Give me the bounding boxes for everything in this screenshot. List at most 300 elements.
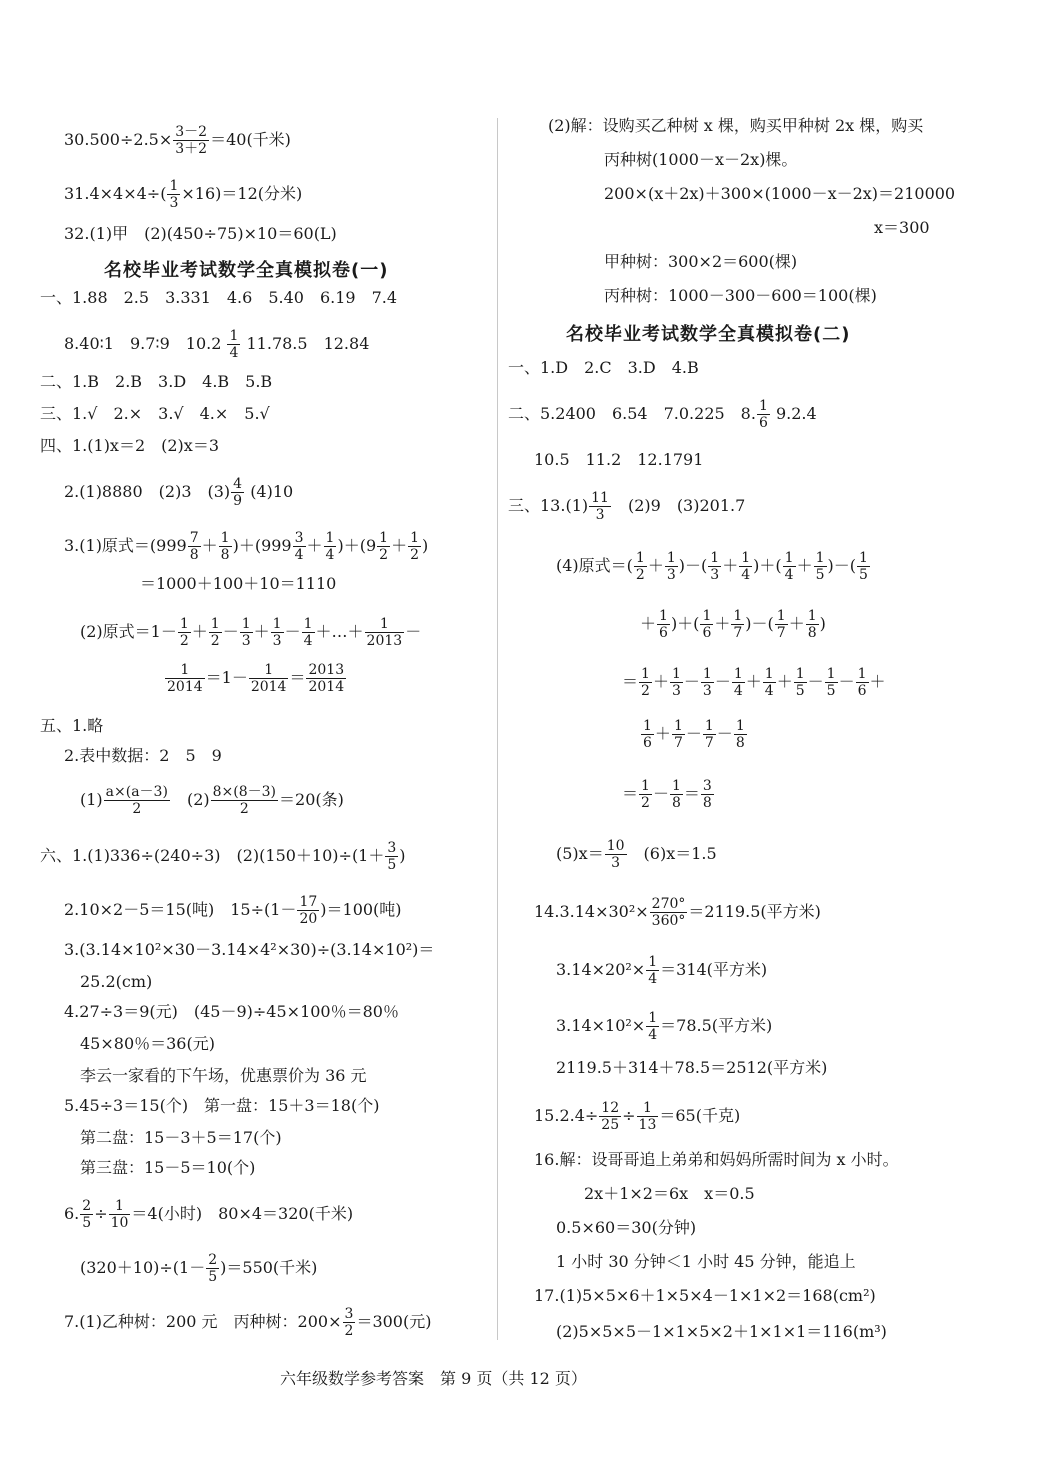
expression-text: ＋: [722, 556, 739, 575]
fraction-denominator: 5: [82, 1215, 92, 1231]
expression-text: )－(: [678, 556, 708, 575]
expression-text: (4)原式＝(: [556, 556, 633, 575]
fraction: [104, 784, 170, 817]
fraction-denominator: 8: [735, 735, 745, 751]
expression-text: 2.10×2－5＝15(吨) 15÷(1－: [64, 900, 297, 919]
expression-text: ＋: [796, 556, 813, 575]
fraction-numerator: 1: [165, 662, 205, 679]
fraction-denominator: 3: [595, 507, 605, 523]
fraction: [605, 838, 627, 871]
fraction-numerator: 10: [606, 838, 625, 854]
expression-text: ＝20(条): [279, 790, 344, 809]
fraction: [188, 530, 201, 563]
fraction-denominator: 2014: [167, 679, 203, 695]
answer-row: 一、1.D 2.C 3.D 4.B: [508, 358, 699, 377]
fraction-numerator: 1: [815, 550, 825, 566]
expression-text: ＝65(千克): [659, 1106, 741, 1125]
expression-text: ÷: [622, 1106, 636, 1125]
fraction-denominator: 5: [387, 857, 397, 873]
fraction-denominator: 4: [733, 683, 743, 699]
expression-text: 三、13.(1): [508, 496, 589, 515]
fraction-numerator: 1: [733, 608, 743, 624]
fraction: [219, 530, 232, 563]
fraction: [297, 894, 319, 927]
fraction: [249, 662, 289, 695]
fraction-numerator: 1: [659, 608, 668, 624]
fraction: [302, 616, 315, 649]
answer-row: 200×(x＋2x)＋300×(1000－x－2x)＝210000: [604, 184, 956, 203]
fraction: [271, 616, 284, 649]
fraction-denominator: 2: [210, 633, 220, 649]
answer-row: 5.45÷3＝15(个) 第一盘：15＋3＝18(个): [64, 1096, 380, 1115]
answer-row: 17.(1)5×5×6＋1×5×4－1×1×2＝168(cm²): [534, 1286, 876, 1305]
fraction: [650, 896, 688, 929]
fraction-numerator: 7: [189, 530, 199, 546]
fraction-numerator: 1: [702, 608, 712, 624]
fraction-denominator: 6: [758, 415, 768, 431]
expression-text: 2.(1)8880 (2)3 (3): [64, 482, 231, 501]
fraction: [775, 608, 788, 641]
answer-row: [556, 1010, 772, 1043]
fraction: [637, 1100, 659, 1133]
fraction: [646, 954, 659, 987]
expression-text: ＋: [714, 614, 731, 633]
answer-row: [556, 550, 871, 583]
fraction-denominator: 4: [294, 547, 304, 563]
fraction-denominator: 3: [272, 633, 282, 649]
fraction-denominator: 4: [741, 567, 751, 583]
fraction-denominator: 2014: [308, 679, 345, 695]
answer-row: 五、1.略: [40, 716, 104, 735]
expression-text: (2)9 (3)201.7: [627, 496, 746, 515]
fraction-numerator: 3－2: [175, 124, 208, 140]
fraction-numerator: 1: [179, 616, 189, 632]
answer-32: 32.(1)甲 (2)(450÷75)×10＝60(L): [64, 224, 337, 243]
expression-text: 8.40∶1 9.7∶9 10.2: [64, 334, 222, 353]
expression-text: －: [405, 622, 422, 641]
expression-text: ): [819, 614, 826, 633]
answer-row: [64, 1198, 353, 1231]
fraction-denominator: 5: [826, 683, 836, 699]
fraction-numerator: 2: [208, 1252, 218, 1268]
expression-text: 7.(1)乙种树：200 元 丙种树：200×: [64, 1312, 342, 1331]
fraction: [165, 662, 205, 695]
fraction-denominator: 4: [648, 971, 658, 987]
fraction-numerator: 1: [303, 616, 313, 632]
expression-text: 六、1.(1)336÷(240÷3) (2)(150＋10)÷(1＋: [40, 846, 385, 865]
answer-row: x＝300: [874, 218, 930, 237]
fraction-numerator: 1: [210, 616, 220, 632]
fraction-numerator: 4: [233, 476, 243, 492]
fraction: [206, 1252, 219, 1285]
fraction-denominator: 5: [815, 567, 825, 583]
fraction: [665, 550, 678, 583]
answer-row: (2)解：设购买乙种树 x 棵，购买甲种树 2x 棵，购买: [548, 116, 924, 135]
expression-text: 二、5.2400 6.54 7.0.225 8.: [508, 404, 756, 423]
fraction-numerator: 1: [379, 530, 389, 546]
answer-row: [64, 894, 402, 927]
fraction-denominator: 25: [601, 1117, 620, 1133]
fraction: [670, 666, 683, 699]
fraction-denominator: 5: [795, 683, 805, 699]
fraction-numerator: 11: [591, 490, 609, 506]
answer-row: [80, 784, 344, 817]
expression-text: 30.500÷2.5×: [64, 130, 173, 149]
fraction-numerator: 1: [325, 530, 335, 546]
fraction-denominator: 8: [807, 625, 817, 641]
fraction-numerator: 1: [637, 1100, 659, 1117]
fraction-numerator: 1: [784, 550, 794, 566]
expression-text: －: [685, 724, 702, 743]
answer-row: 16.解：设哥哥追上弟弟和妈妈所需时间为 x 小时。: [534, 1150, 899, 1169]
fraction-numerator: 1: [795, 666, 805, 682]
fraction: [227, 328, 240, 361]
expression-text: －: [222, 622, 239, 641]
fraction-denominator: 4: [325, 547, 335, 563]
fraction: [857, 550, 870, 583]
expression-text: ＋: [201, 536, 218, 555]
fraction-numerator: 1: [241, 616, 251, 632]
expression-text: ＝: [289, 668, 306, 687]
fraction-denominator: 3: [702, 683, 712, 699]
expression-text: ＝40(千米): [210, 130, 291, 149]
answer-row: 2.表中数据：2 5 9: [64, 746, 222, 765]
expression-text: ): [422, 536, 429, 555]
fraction-denominator: 2: [410, 547, 419, 563]
fraction: [641, 718, 654, 751]
answer-row: [508, 490, 745, 523]
answer-31: [64, 178, 302, 211]
expression-text: 6.: [64, 1204, 80, 1223]
expression-text: 15.2.4÷: [534, 1106, 599, 1125]
expression-text: ×16)＝12(分米): [181, 184, 303, 203]
answer-row: 李云一家看的下午场，优惠票价为 36 元: [80, 1066, 367, 1085]
answer-row: 二、1.B 2.B 3.D 4.B 5.B: [40, 372, 273, 391]
expression-text: ＝4(小时) 80×4＝320(千米): [131, 1204, 354, 1223]
fraction: [293, 530, 306, 563]
expression-text: (4)10: [250, 482, 294, 501]
fraction-denominator: 6: [659, 625, 668, 641]
fraction: [173, 124, 209, 157]
fraction-denominator: 3: [671, 683, 681, 699]
fraction: [80, 1198, 93, 1231]
fraction-denominator: 3＋2: [175, 141, 208, 157]
column-divider: [497, 118, 498, 1340]
fraction-numerator: 1: [735, 718, 745, 734]
answer-row: 45×80％＝36(元): [80, 1034, 215, 1053]
fraction: [231, 476, 244, 509]
fraction-denominator: 2013: [366, 633, 403, 649]
expression-text: ＝1－: [205, 668, 248, 687]
fraction-numerator: 1: [220, 530, 230, 546]
answer-row: [64, 1306, 431, 1339]
expression-text: －: [683, 672, 700, 691]
fraction-denominator: 13: [638, 1117, 657, 1133]
expression-text: －: [838, 672, 855, 691]
expression-text: 11.78.5 12.84: [246, 334, 370, 353]
answer-row: [534, 896, 821, 929]
fraction: [701, 666, 714, 699]
expression-text: ＋…＋: [315, 622, 364, 641]
expression-text: ＝: [622, 784, 639, 803]
answer-row: [556, 838, 717, 871]
expression-text: (2)原式＝1－: [80, 622, 177, 641]
answer-row: [508, 398, 817, 431]
fraction: [589, 490, 611, 523]
fraction-numerator: 1: [365, 616, 405, 633]
fraction-denominator: 2: [379, 547, 389, 563]
fraction-denominator: 4: [764, 683, 774, 699]
fraction-numerator: 1: [741, 550, 751, 566]
expression-text: ＋: [788, 614, 805, 633]
expression-text: ＝78.5(平方米): [660, 1016, 773, 1035]
expression-text: (320＋10)÷(1－: [80, 1258, 206, 1277]
fraction-numerator: 1: [229, 328, 239, 344]
fraction: [377, 530, 390, 563]
fraction: [825, 666, 838, 699]
fraction-denominator: 8: [702, 795, 712, 811]
section-title-1: 名校毕业考试数学全真模拟卷(一): [104, 260, 389, 281]
fraction-numerator: 1: [710, 550, 720, 566]
expression-text: －: [652, 784, 669, 803]
answer-row: 丙种树(1000－x－2x)棵。: [604, 150, 798, 169]
answer-row: 一、1.88 2.5 3.331 4.6 5.40 6.19 7.4: [40, 288, 398, 307]
answer-row: (2)5×5×5－1×1×5×2＋1×1×1＝116(m³): [556, 1322, 887, 1341]
fraction-numerator: 1: [641, 778, 650, 794]
answer-row: [640, 718, 748, 751]
expression-text: ＝: [683, 784, 700, 803]
fraction-denominator: 20: [299, 911, 318, 927]
fraction-denominator: 9: [233, 493, 243, 509]
expression-text: )＋(: [670, 614, 700, 633]
answer-row: [556, 954, 767, 987]
answer-row: [622, 778, 715, 811]
fraction: [646, 1010, 659, 1043]
fraction-numerator: 3: [387, 840, 397, 856]
fraction-numerator: 1: [641, 666, 650, 682]
fraction-numerator: 1: [673, 718, 683, 734]
answer-row: [80, 1252, 317, 1285]
fraction-numerator: 1: [648, 1010, 658, 1026]
fraction: [657, 608, 670, 641]
expression-text: ＋: [191, 622, 208, 641]
fraction-numerator: 12: [601, 1100, 620, 1116]
fraction: [639, 666, 652, 699]
expression-text: －: [807, 672, 824, 691]
answer-row: 第三盘：15－5＝10(个): [80, 1158, 256, 1177]
expression-text: ＋: [640, 614, 657, 633]
answer-row: 2x＋1×2＝6x x＝0.5: [584, 1184, 755, 1203]
fraction-denominator: 7: [673, 735, 683, 751]
fraction: [703, 718, 716, 751]
answer-row: ＝1000＋100＋10＝1110: [140, 574, 337, 593]
fraction-denominator: 4: [229, 345, 239, 361]
fraction: [732, 666, 745, 699]
fraction-denominator: 3: [169, 195, 179, 211]
fraction-denominator: 4: [784, 567, 794, 583]
fraction-denominator: 2: [239, 801, 249, 817]
fraction-numerator: 1: [671, 778, 681, 794]
fraction-denominator: 6: [643, 735, 652, 751]
fraction: [167, 178, 180, 211]
expression-text: )＋(9: [337, 536, 377, 555]
expression-text: ＋: [391, 536, 408, 555]
fraction-denominator: 4: [303, 633, 313, 649]
answer-row: 甲种树：300×2＝600(棵): [604, 252, 798, 271]
expression-text: ＋: [654, 724, 671, 743]
fraction-numerator: 1: [776, 608, 786, 624]
fraction-numerator: 1: [758, 398, 768, 414]
fraction: [365, 616, 405, 649]
fraction: [639, 778, 652, 811]
answer-row: [40, 840, 406, 873]
fraction-denominator: 6: [702, 625, 712, 641]
expression-text: ＋: [306, 536, 323, 555]
fraction: [385, 840, 398, 873]
fraction-denominator: 8: [671, 795, 681, 811]
fraction-numerator: a×(a－3): [105, 784, 168, 800]
fraction-denominator: 360°: [651, 913, 686, 929]
page-footer: 六年级数学参考答案 第 9 页（共 12 页）: [280, 1369, 587, 1388]
expression-text: (1): [80, 790, 103, 809]
expression-text: (6)x＝1.5: [643, 844, 717, 863]
fraction: [763, 666, 776, 699]
fraction-denominator: 7: [776, 625, 786, 641]
fraction-denominator: 3: [241, 633, 251, 649]
answer-row: 三、1.√ 2.× 3.√ 4.× 5.√: [40, 404, 270, 423]
fraction-numerator: 1: [272, 616, 282, 632]
fraction-denominator: 2: [641, 795, 650, 811]
fraction-numerator: 1: [109, 1198, 131, 1215]
expression-text: －: [716, 724, 733, 743]
expression-text: (5)x＝: [556, 844, 604, 863]
fraction: [211, 784, 278, 817]
expression-text: )＝100(吨): [320, 900, 402, 919]
fraction-denominator: 2: [179, 633, 189, 649]
fraction: [408, 530, 421, 563]
fraction-denominator: 2: [344, 1323, 354, 1339]
fraction: [599, 1100, 621, 1133]
section-title-2: 名校毕业考试数学全真模拟卷(二): [566, 324, 851, 345]
fraction-denominator: 3: [710, 567, 720, 583]
fraction: [856, 666, 869, 699]
fraction: [178, 616, 191, 649]
fraction: [806, 608, 819, 641]
fraction-numerator: 8×(8－3): [212, 784, 277, 800]
fraction-numerator: 1: [249, 662, 289, 679]
answer-row: 第二盘：15－3＋5＝17(个): [80, 1128, 282, 1147]
fraction-numerator: 1: [859, 550, 868, 566]
answer-row: [64, 530, 428, 563]
fraction: [109, 1198, 131, 1231]
expression-text: ＝2119.5(平方米): [688, 902, 821, 921]
expression-text: )＝550(千米): [220, 1258, 318, 1277]
fraction-denominator: 3: [611, 855, 621, 871]
fraction: [814, 550, 827, 583]
fraction: [734, 718, 747, 751]
fraction-numerator: 1: [702, 666, 712, 682]
expression-text: －: [284, 622, 301, 641]
fraction-denominator: 2: [641, 683, 650, 699]
expression-text: )＋(999: [232, 536, 292, 555]
fraction-numerator: 1: [807, 608, 817, 624]
fraction: [757, 398, 770, 431]
answer-row: 4.27÷3＝9(元) (45－9)÷45×100％＝80％: [64, 1002, 399, 1021]
fraction: [343, 1306, 356, 1339]
answer-row: [64, 476, 293, 509]
fraction-denominator: 7: [733, 625, 743, 641]
answer-row: 3.(3.14×10²×30－3.14×4²×30)÷(3.14×10²)＝: [64, 940, 435, 959]
fraction: [783, 550, 796, 583]
expression-text: ＋: [652, 672, 669, 691]
fraction: [794, 666, 807, 699]
expression-text: ＋: [776, 672, 793, 691]
fraction-numerator: 1: [169, 178, 179, 194]
fraction-numerator: 1: [666, 550, 676, 566]
expression-text: )－(: [827, 556, 856, 575]
fraction-numerator: 17: [299, 894, 318, 910]
fraction-numerator: 270°: [651, 896, 686, 912]
fraction: [634, 550, 647, 583]
expression-text: 14.3.14×30²×: [534, 902, 649, 921]
expression-text: ＋: [745, 672, 762, 691]
fraction-numerator: 1: [764, 666, 774, 682]
fraction-denominator: 6: [857, 683, 867, 699]
expression-text: ＝300(元): [356, 1312, 432, 1331]
answer-row: [80, 616, 421, 649]
answer-row: [534, 1100, 740, 1133]
expression-text: 3.14×20²×: [556, 960, 646, 979]
fraction-numerator: 1: [733, 666, 743, 682]
answer-30: [64, 124, 291, 157]
fraction-denominator: 8: [220, 547, 230, 563]
fraction-numerator: 2: [82, 1198, 92, 1214]
fraction-numerator: 1: [410, 530, 419, 546]
fraction: [306, 662, 346, 695]
expression-text: ＝: [622, 672, 639, 691]
fraction: [708, 550, 721, 583]
fraction-denominator: 5: [859, 567, 868, 583]
expression-text: 3.(1)原式＝(999: [64, 536, 187, 555]
answer-row: [622, 666, 886, 699]
fraction-denominator: 10: [110, 1215, 129, 1231]
fraction: [240, 616, 253, 649]
expression-text: 31.4×4×4÷(: [64, 184, 167, 203]
answer-row: [640, 608, 826, 641]
fraction-denominator: 7: [704, 735, 714, 751]
expression-text: 9.2.4: [775, 404, 817, 423]
fraction-denominator: 5: [208, 1269, 218, 1285]
fraction-denominator: 8: [189, 547, 199, 563]
answer-row: [64, 328, 369, 361]
fraction: [324, 530, 337, 563]
fraction-numerator: 1: [826, 666, 836, 682]
fraction: [731, 608, 744, 641]
fraction: [209, 616, 222, 649]
fraction-numerator: 1: [643, 718, 652, 734]
fraction-numerator: 3: [344, 1306, 354, 1322]
expression-text: ): [399, 846, 406, 865]
answer-row: [164, 662, 347, 695]
fraction-denominator: 4: [648, 1027, 658, 1043]
answer-row: 四、1.(1)x＝2 (2)x＝3: [40, 436, 220, 455]
fraction: [739, 550, 752, 583]
fraction-denominator: 2: [635, 567, 645, 583]
fraction-numerator: 1: [857, 666, 867, 682]
fraction-numerator: 3: [294, 530, 304, 546]
fraction-numerator: 3: [702, 778, 712, 794]
expression-text: (2): [186, 790, 210, 809]
